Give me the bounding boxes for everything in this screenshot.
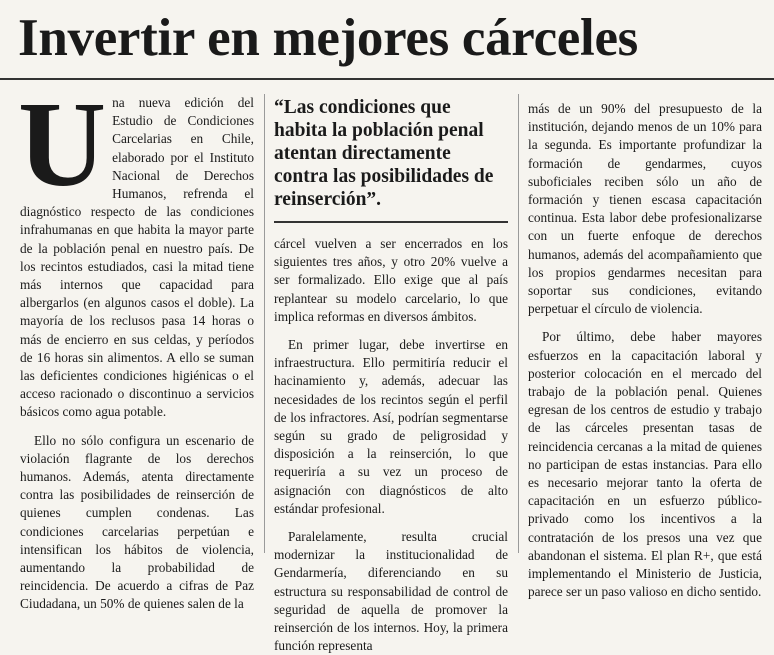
- paragraph-6: más de un 90% del presupuesto de la institución, dejando menos de un 10% para la segunda. Es importante profundizar la formación de gendarmes, cuyos suboficiales reciben sólo un año de formación y tienen escasa capacitación continua. Esta labor debe profesionalizarse con un fuerte enfoque de derechos humanos, además del acompañamiento que los propios gendarmes necesitan para soportar sus condiciones, evitando perpetuar el círculo de violencia.: [528, 101, 762, 317]
- paragraph-3: cárcel vuelven a ser encerrados en los siguientes tres años, y otro 20% vuelve a ser formalizado. Ello exige que al país replantear su modelo carcelario, lo que implica reformas en diversos ámbitos.: [274, 236, 508, 324]
- paragraph-2: Ello no sólo configura un escenario de violación flagrante de los derechos humanos. Además, atenta directamente contra las posibilidades de reinserción de quienes cumplen condenas. Las condiciones carcelarias perpetúan e intensifican los hábitos de violencia, aumentando la probabilidad de reincidencia. De acuerdo a cifras de Paz Ciudadana, un 50% de quienes salen de la: [20, 432, 254, 612]
- column-2: [274, 94, 508, 654]
- column-divider-2: [518, 94, 519, 553]
- column-divider-1: [264, 94, 265, 553]
- column-3: [528, 100, 762, 600]
- paragraph-4: En primer lugar, debe invertirse en infraestructura. Ello permitiría reducir el hacinamiento y, además, adecuar las necesidades de los recintos según el perfil de los infractores. Así, podrían segmentarse según su grado de peligrosidad y disposición a la reinserción, lo que requeriría a su vez un proceso de asignación con diagnósticos de alto estándar profesional.: [274, 337, 508, 516]
- headline: Invertir en mejores cárceles: [18, 9, 638, 67]
- drop-cap: U: [18, 77, 107, 212]
- column-1: [18, 77, 254, 612]
- paragraph-7: Por último, debe haber mayores esfuerzos en la capacitación laboral y posterior colocación en el mercado del trabajo de la población penal. Quienes egresan de los centros de estudio y trabajo de las cárceles presentan tasas de reincidencia cercanas a la mitad de quienes no participan de estas instancias. Para ello es necesario mejorar tanto la oferta de capacitación en un esfuerzo público-privado como los incentivos a la contratación de los presos una vez que abandonan el sistema. El plan R+, que está implementando el Ministerio de Justicia, parece ser un paso valioso en dicho sentido.: [528, 329, 762, 600]
- paragraph-1-text: na nueva edición del Estudio de Condiciones Carcelarias en Chile, elaborado por el Instituto Nacional de Derechos Humanos, refrenda el diagnóstico respecto de las condiciones infrahumanas en que habita la mayor parte de la población penal en nuestro país. De los recintos estudiados, casi la mitad tiene más internos que capacidad para albergarlos (en algunos casos el doble). La mayoría de los reclusos pasa 14 horas o más de encierro en sus celdas, y períodos de 16 horas sin alimentos. A ello se suman las deficientes condiciones higiénicas o el acceso racionado o discontinuo a servicios básicos como agua potable.: [20, 95, 254, 420]
- paragraph-1: [18, 77, 254, 422]
- pull-quote: “Las condiciones que habita la población penal atentan directamente contra las posibilidades de reinserción”.: [274, 96, 508, 223]
- paragraph-5: Paralelamente, resulta crucial modernizar la institucionalidad de Gendarmería, diferenciando en su estructura su responsabilidad de control de seguridad de aquella de promover la reinserción de los internos. Hoy, la primera función representa: [274, 529, 508, 654]
- headline-rule: [0, 78, 774, 80]
